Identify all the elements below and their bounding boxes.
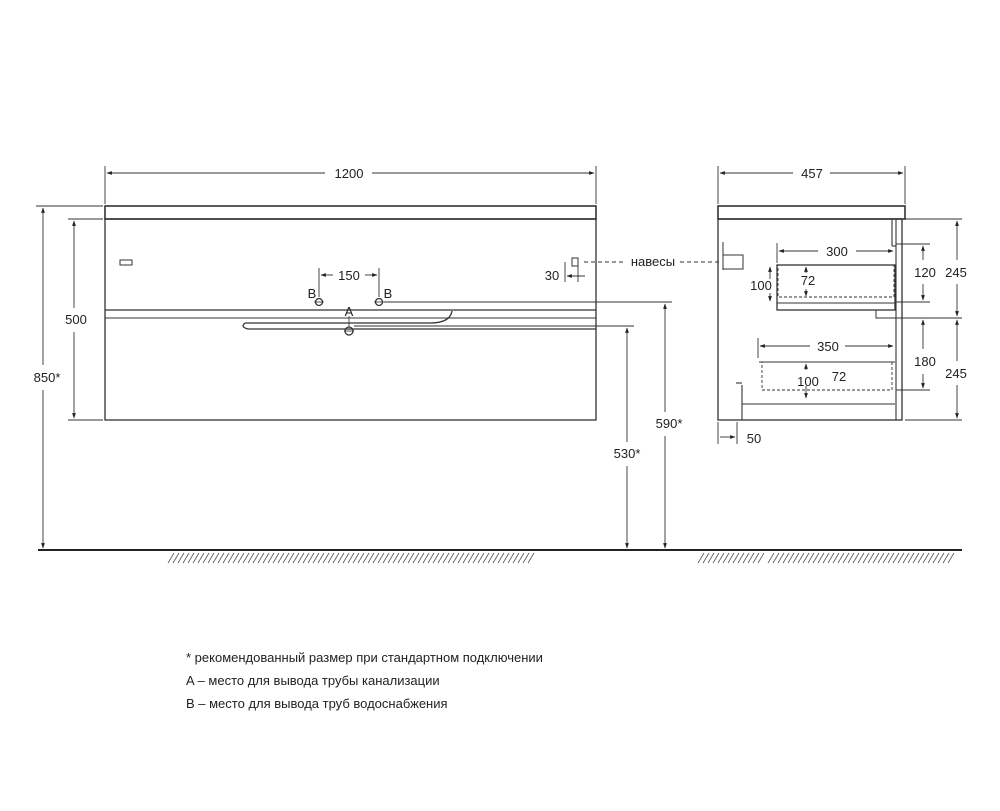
- hatch-stroke: [383, 553, 389, 563]
- hatch-stroke: [353, 553, 359, 563]
- hatch-stroke: [758, 553, 764, 563]
- dim-hole-spacing-label: 150: [338, 268, 360, 283]
- hatch-stroke: [873, 553, 879, 563]
- hatch-stroke: [258, 553, 264, 563]
- note-recommended: * рекомендованный размер при стандартном подключении: [186, 650, 543, 665]
- hatch-stroke: [493, 553, 499, 563]
- hatch-stroke: [788, 553, 794, 563]
- hatch-stroke: [713, 553, 719, 563]
- hatch-stroke: [798, 553, 804, 563]
- front-countertop: [105, 206, 596, 219]
- hatch-stroke: [698, 553, 704, 563]
- hatch-stroke: [468, 553, 474, 563]
- lower-drawer-inner: [762, 362, 892, 390]
- hatch-stroke: [918, 553, 924, 563]
- hatch-stroke: [303, 553, 309, 563]
- hatch-stroke: [198, 553, 204, 563]
- hatch-stroke: [878, 553, 884, 563]
- hatch-stroke: [358, 553, 364, 563]
- hatch-stroke: [273, 553, 279, 563]
- hatch-stroke: [948, 553, 954, 563]
- hatch-stroke: [443, 553, 449, 563]
- hatch-stroke: [368, 553, 374, 563]
- hatch-stroke: [183, 553, 189, 563]
- hatch-stroke: [783, 553, 789, 563]
- dim-lower-drawer-height-label: 180: [914, 354, 936, 369]
- hatch-stroke: [453, 553, 459, 563]
- hatch-stroke: [208, 553, 214, 563]
- dim-upper-inner-width-label: 72: [800, 273, 816, 288]
- dim-outlet-height-label: 530*: [613, 446, 641, 461]
- label-b-right: B: [383, 286, 393, 301]
- hatch-stroke: [523, 553, 529, 563]
- hatch-stroke: [488, 553, 494, 563]
- hatch-stroke: [708, 553, 714, 563]
- hatch-stroke: [433, 553, 439, 563]
- hatch-stroke: [188, 553, 194, 563]
- hatch-stroke: [923, 553, 929, 563]
- hatch-stroke: [748, 553, 754, 563]
- hatch-stroke: [743, 553, 749, 563]
- dim-upper-inner-height-label: 100: [750, 278, 772, 293]
- hatch-stroke: [373, 553, 379, 563]
- hatch-stroke: [483, 553, 489, 563]
- hatch-stroke: [893, 553, 899, 563]
- dim-lower-drawer-depth-label: 350: [817, 339, 839, 354]
- hatch-stroke: [218, 553, 224, 563]
- hatch-stroke: [808, 553, 814, 563]
- hatch-stroke: [943, 553, 949, 563]
- hatch-stroke: [868, 553, 874, 563]
- hatch-stroke: [328, 553, 334, 563]
- hatch-stroke: [173, 553, 179, 563]
- hatch-stroke: [343, 553, 349, 563]
- hatch-stroke: [323, 553, 329, 563]
- notes: [186, 646, 746, 715]
- label-b-left: B: [307, 286, 317, 301]
- hatch-stroke: [718, 553, 724, 563]
- hatch-stroke: [473, 553, 479, 563]
- hatch-stroke: [823, 553, 829, 563]
- hatch-stroke: [933, 553, 939, 563]
- label-a: A: [344, 304, 354, 319]
- note-a: A – место для вывода трубы канализации: [186, 673, 440, 688]
- hatch-stroke: [178, 553, 184, 563]
- side-countertop: [718, 206, 905, 219]
- hatch-stroke: [438, 553, 444, 563]
- hatch-stroke: [363, 553, 369, 563]
- hatch-stroke: [703, 553, 709, 563]
- hatch-stroke: [338, 553, 344, 563]
- hatch-stroke: [913, 553, 919, 563]
- floor-hatching-right: [698, 553, 954, 563]
- hatch-stroke: [518, 553, 524, 563]
- hatch-stroke: [463, 553, 469, 563]
- hatch-stroke: [888, 553, 894, 563]
- hatch-stroke: [418, 553, 424, 563]
- lower-drawer: [758, 360, 895, 410]
- hatch-stroke: [423, 553, 429, 563]
- hatch-stroke: [233, 553, 239, 563]
- hatch-stroke: [458, 553, 464, 563]
- hatch-stroke: [193, 553, 199, 563]
- hatch-stroke: [908, 553, 914, 563]
- hatch-stroke: [928, 553, 934, 563]
- hatch-stroke: [228, 553, 234, 563]
- hanger-mark-right: [572, 258, 578, 266]
- hatch-stroke: [813, 553, 819, 563]
- dim-upper-drawer-depth-label: 300: [826, 244, 848, 259]
- hatch-stroke: [478, 553, 484, 563]
- hatch-stroke: [773, 553, 779, 563]
- hatch-stroke: [858, 553, 864, 563]
- hatch-stroke: [833, 553, 839, 563]
- hatch-stroke: [168, 553, 174, 563]
- hatch-stroke: [238, 553, 244, 563]
- hatch-stroke: [738, 553, 744, 563]
- floor-hatching-left: [168, 553, 534, 563]
- front-dimensions: [33, 166, 722, 548]
- upper-drawer-inner: [778, 265, 894, 297]
- hatch-stroke: [903, 553, 909, 563]
- hatch-stroke: [308, 553, 314, 563]
- hatch-stroke: [408, 553, 414, 563]
- dim-upper-drawer-height-label: 120: [914, 265, 936, 280]
- hatch-stroke: [828, 553, 834, 563]
- hatch-stroke: [803, 553, 809, 563]
- hatch-stroke: [898, 553, 904, 563]
- hatch-stroke: [318, 553, 324, 563]
- dim-lower-inner-width-label: 72: [831, 369, 847, 384]
- hatch-stroke: [223, 553, 229, 563]
- front-cabinet-body: [105, 219, 596, 420]
- hatch-stroke: [838, 553, 844, 563]
- hatch-stroke: [753, 553, 759, 563]
- dim-lower-inner-height-label: 100: [797, 374, 819, 389]
- hatch-stroke: [778, 553, 784, 563]
- dim-back-offset-label: 50: [746, 431, 762, 446]
- hatch-stroke: [293, 553, 299, 563]
- hatch-stroke: [398, 553, 404, 563]
- hatch-stroke: [298, 553, 304, 563]
- hatch-stroke: [448, 553, 454, 563]
- hatch-stroke: [723, 553, 729, 563]
- dim-lower-section-label: 245: [945, 366, 967, 381]
- hatch-stroke: [883, 553, 889, 563]
- hatch-stroke: [938, 553, 944, 563]
- hatch-stroke: [268, 553, 274, 563]
- hatch-stroke: [768, 553, 774, 563]
- hatch-stroke: [243, 553, 249, 563]
- hatch-stroke: [263, 553, 269, 563]
- hatch-stroke: [793, 553, 799, 563]
- hatch-stroke: [413, 553, 419, 563]
- dim-depth-label: 457: [801, 166, 823, 181]
- hatch-stroke: [333, 553, 339, 563]
- hatch-stroke: [428, 553, 434, 563]
- dim-total-height-label: 850*: [33, 370, 61, 385]
- hatch-stroke: [848, 553, 854, 563]
- hatch-stroke: [853, 553, 859, 563]
- hatch-stroke: [733, 553, 739, 563]
- hatch-stroke: [403, 553, 409, 563]
- dim-supply-height-label: 590*: [655, 416, 683, 431]
- hatch-stroke: [283, 553, 289, 563]
- dim-cabinet-height-label: 500: [65, 312, 87, 327]
- hatch-stroke: [498, 553, 504, 563]
- hatch-stroke: [253, 553, 259, 563]
- hatch-stroke: [843, 553, 849, 563]
- hatch-stroke: [213, 553, 219, 563]
- hatch-stroke: [203, 553, 209, 563]
- hanger-mark-left: [120, 260, 132, 265]
- dim-hanger-offset-label: 30: [544, 268, 560, 283]
- hatch-stroke: [863, 553, 869, 563]
- hatch-stroke: [728, 553, 734, 563]
- dim-width-label: 1200: [334, 166, 364, 181]
- note-b: B – место для вывода труб водоснабжения: [186, 696, 448, 711]
- hatch-stroke: [393, 553, 399, 563]
- hatch-stroke: [278, 553, 284, 563]
- hatch-stroke: [528, 553, 534, 563]
- hangers-label: навесы: [630, 254, 676, 269]
- dim-upper-section-label: 245: [945, 265, 967, 280]
- hatch-stroke: [508, 553, 514, 563]
- hatch-stroke: [378, 553, 384, 563]
- hatch-stroke: [348, 553, 354, 563]
- side-hanger-bracket: [723, 255, 743, 269]
- hatch-stroke: [818, 553, 824, 563]
- hatch-stroke: [313, 553, 319, 563]
- hatch-stroke: [288, 553, 294, 563]
- hatch-stroke: [388, 553, 394, 563]
- hatch-stroke: [513, 553, 519, 563]
- hatch-stroke: [503, 553, 509, 563]
- hatch-stroke: [248, 553, 254, 563]
